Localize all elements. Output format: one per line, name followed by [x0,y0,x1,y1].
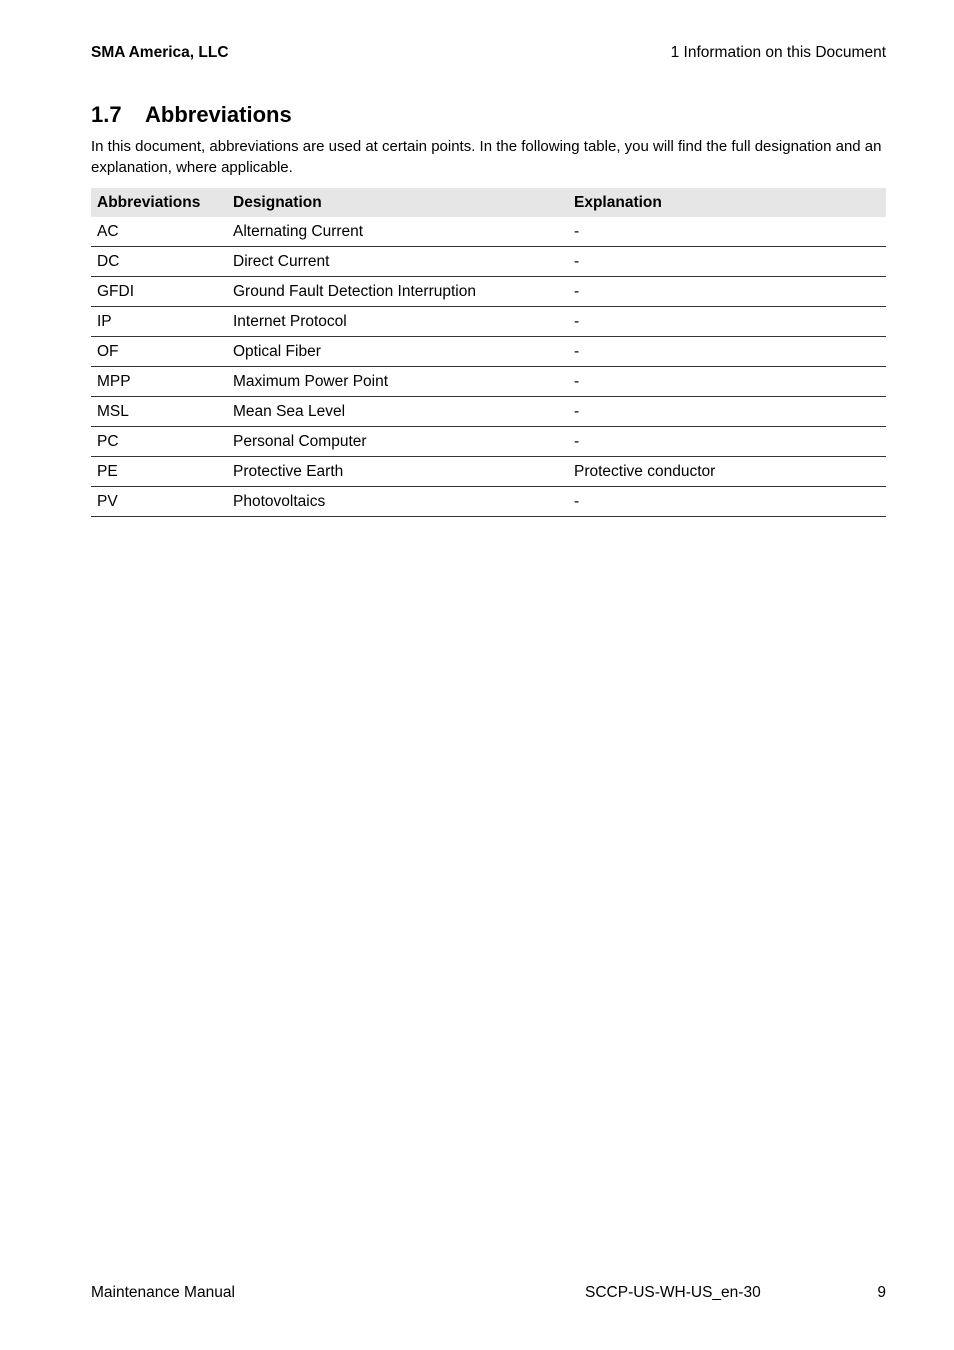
section-heading [91,99,292,131]
table-row [91,247,886,277]
column-header-abbreviations: Abbreviations [91,188,227,217]
page-header [91,42,886,64]
abbreviation-cell: PV [91,487,227,517]
explanation-cell: Protective conductor [568,457,886,487]
table-row [91,277,886,307]
chapter-title: 1 Information on this Document [670,44,886,61]
table-row [91,217,886,247]
designation-cell: Internet Protocol [227,307,568,337]
abbreviation-cell: MPP [91,367,227,397]
designation-cell: Optical Fiber [227,337,568,367]
explanation-cell: - [568,367,886,397]
abbreviation-cell: DC [91,247,227,277]
table-row [91,307,886,337]
table-row [91,427,886,457]
designation-cell: Alternating Current [227,217,568,247]
designation-cell: Ground Fault Detection Interruption [227,277,568,307]
explanation-cell: - [568,307,886,337]
explanation-cell: - [568,427,886,457]
column-header-designation: Designation [227,188,568,217]
designation-cell: Personal Computer [227,427,568,457]
designation-cell: Maximum Power Point [227,367,568,397]
page-number: 9 [877,1284,886,1301]
explanation-cell: - [568,217,886,247]
section-intro: In this document, abbreviations are used at certain points. In the following table, you will find the full designation and an explanation, where applicable. [91,138,882,176]
section-number: 1.7 [91,102,122,127]
explanation-cell: - [568,247,886,277]
designation-cell: Direct Current [227,247,568,277]
abbreviation-cell: OF [91,337,227,367]
table-row [91,487,886,517]
abbreviation-cell: GFDI [91,277,227,307]
table-header-row [91,188,886,217]
abbreviation-cell: MSL [91,397,227,427]
section-title: Abbreviations [145,102,292,127]
company-name: SMA America, LLC [91,44,229,61]
abbreviation-cell: IP [91,307,227,337]
table-row [91,397,886,427]
page-footer [91,1282,886,1304]
table-row [91,457,886,487]
designation-cell: Protective Earth [227,457,568,487]
explanation-cell: - [568,337,886,367]
column-header-explanation: Explanation [568,188,886,217]
table-row [91,367,886,397]
abbreviation-cell: AC [91,217,227,247]
abbreviations-table [91,188,886,517]
designation-cell: Mean Sea Level [227,397,568,427]
table-row [91,337,886,367]
document-type: Maintenance Manual [91,1284,235,1301]
explanation-cell: - [568,277,886,307]
explanation-cell: - [568,397,886,427]
designation-cell: Photovoltaics [227,487,568,517]
document-code: SCCP-US-WH-US_en-30 [585,1284,761,1301]
abbreviation-cell: PC [91,427,227,457]
abbreviation-cell: PE [91,457,227,487]
explanation-cell: - [568,487,886,517]
